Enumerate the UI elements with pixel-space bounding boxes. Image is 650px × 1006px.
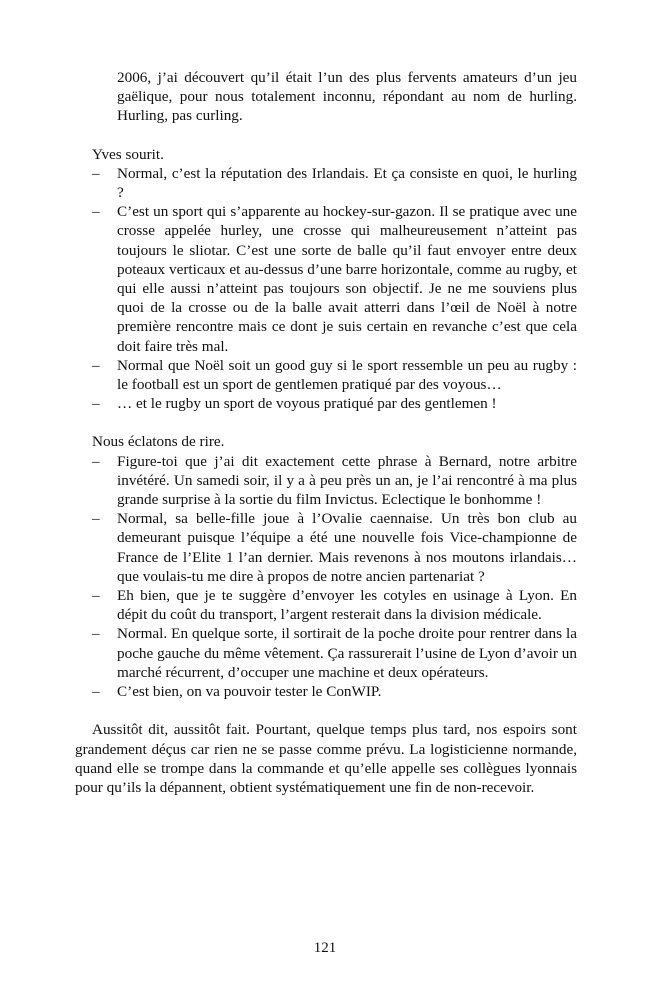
- dialogue-dash: –: [92, 625, 100, 643]
- spacer: [75, 413, 577, 432]
- dialogue-dash: –: [92, 164, 100, 182]
- spacer: [75, 701, 577, 720]
- dialogue-dash: –: [92, 587, 100, 605]
- page-body: [75, 68, 577, 797]
- dialogue-dash: –: [92, 683, 100, 701]
- dialogue-text: Normal que Noël soit un good guy si le sport ressemble un peu au rugby : le football est un sport de gentlemen pratiqué par des voyous…: [117, 356, 577, 394]
- dialogue-dash: –: [92, 395, 100, 413]
- dialogue-text: C’est bien, on va pouvoir tester le ConWIP.: [117, 683, 382, 701]
- dialogue-line: [75, 164, 577, 202]
- dialogue-line: [75, 586, 577, 624]
- narration-eclat-de-rire: Nous éclatons de rire.: [92, 433, 225, 451]
- dialogue-line: [75, 509, 577, 586]
- dialogue-text: C’est un sport qui s’apparente au hockey-sur-gazon. Il se pratique avec une crosse appelée hurley, une crosse qui malheureusement n’atteint pas toujours le sliotar. C’est une sorte de balle qu’il faut envoyer entre deux poteaux verticaux et au-dessus d’une barre horizontale, comme au rugby, et qui elle aussi n’atteint pas toujours son objectif. Je ne me souviens plus quoi de la crosse ou de la balle avait atterri dans l’œil de Noël à notre première rencontre mais ce dont je suis certain en revanche c’est que cela doit faire très mal.: [117, 203, 577, 355]
- narration-yves-sourit: Yves sourit.: [92, 145, 164, 163]
- dialogue-dash: –: [92, 452, 100, 470]
- dialogue-dash: –: [92, 356, 100, 374]
- dialogue-line: [75, 394, 577, 413]
- dialogue-text: Normal, c’est la réputation des Irlandais. Et ça consiste en quoi, le hurling ?: [117, 164, 577, 202]
- dialogue-text: … et le rugby un sport de voyous pratiqué par des gentlemen !: [117, 395, 497, 413]
- spacer: [75, 126, 577, 145]
- dialogue-text: Eh bien, que je te suggère d’envoyer les cotyles en usinage à Lyon. En dépit du coût du transport, l’argent resterait dans la division médicale.: [117, 587, 577, 624]
- dialogue-text: Normal, sa belle-fille joue à l’Ovalie caennaise. Un très bon club au demeurant puisque l’équipe a été une nouvelle fois Vice-championne de France de l’Elite 1 l’an dernier. Mais revenons à nos moutons irlandais… que voulais-tu me dire à propos de notre ancien partenariat ?: [117, 510, 577, 585]
- dialogue-line: [75, 624, 577, 682]
- page-number: 121: [313, 940, 337, 956]
- dialogue-text: Normal. En quelque sorte, il sortirait de la poche droite pour rentrer dans la poche gauche du même vêtement. Ça rassurerait l’usine de Lyon d’avoir un marché récurrent, d’occuper une machine et deux opérateurs.: [117, 625, 577, 681]
- dialogue-line: [75, 452, 577, 510]
- dialogue-line: [75, 682, 577, 701]
- dialogue-dash: –: [92, 203, 100, 221]
- closing-paragraph: Aussitôt dit, aussitôt fait. Pourtant, quelque temps plus tard, nos espoirs sont grandement déçus car rien ne se passe comme prévu. La logisticienne normande, quand elle se trompe dans la commande et qu’elle appelle ses collègues lyonnais pour qu’ils la dépannent, obtient systématiquement une fin de non-recevoir.: [75, 721, 577, 796]
- dialogue-text: Figure-toi que j’ai dit exactement cette phrase à Bernard, notre arbitre invétéré. Un samedi soir, il y a à peu près un an, je l’ai rencontré à ma plus grande surprise à la sortie du film Invictus. Eclectique le bonhomme !: [117, 452, 577, 509]
- dialogue-line: [75, 202, 577, 356]
- opening-paragraph: 2006, j’ai découvert qu’il était l’un des plus fervents amateurs d’un jeu gaëlique, pour nous totalement inconnu, répondant au nom de hurling. Hurling, pas curling.: [117, 69, 577, 125]
- dialogue-line: [75, 356, 577, 394]
- dialogue-dash: –: [92, 510, 100, 528]
